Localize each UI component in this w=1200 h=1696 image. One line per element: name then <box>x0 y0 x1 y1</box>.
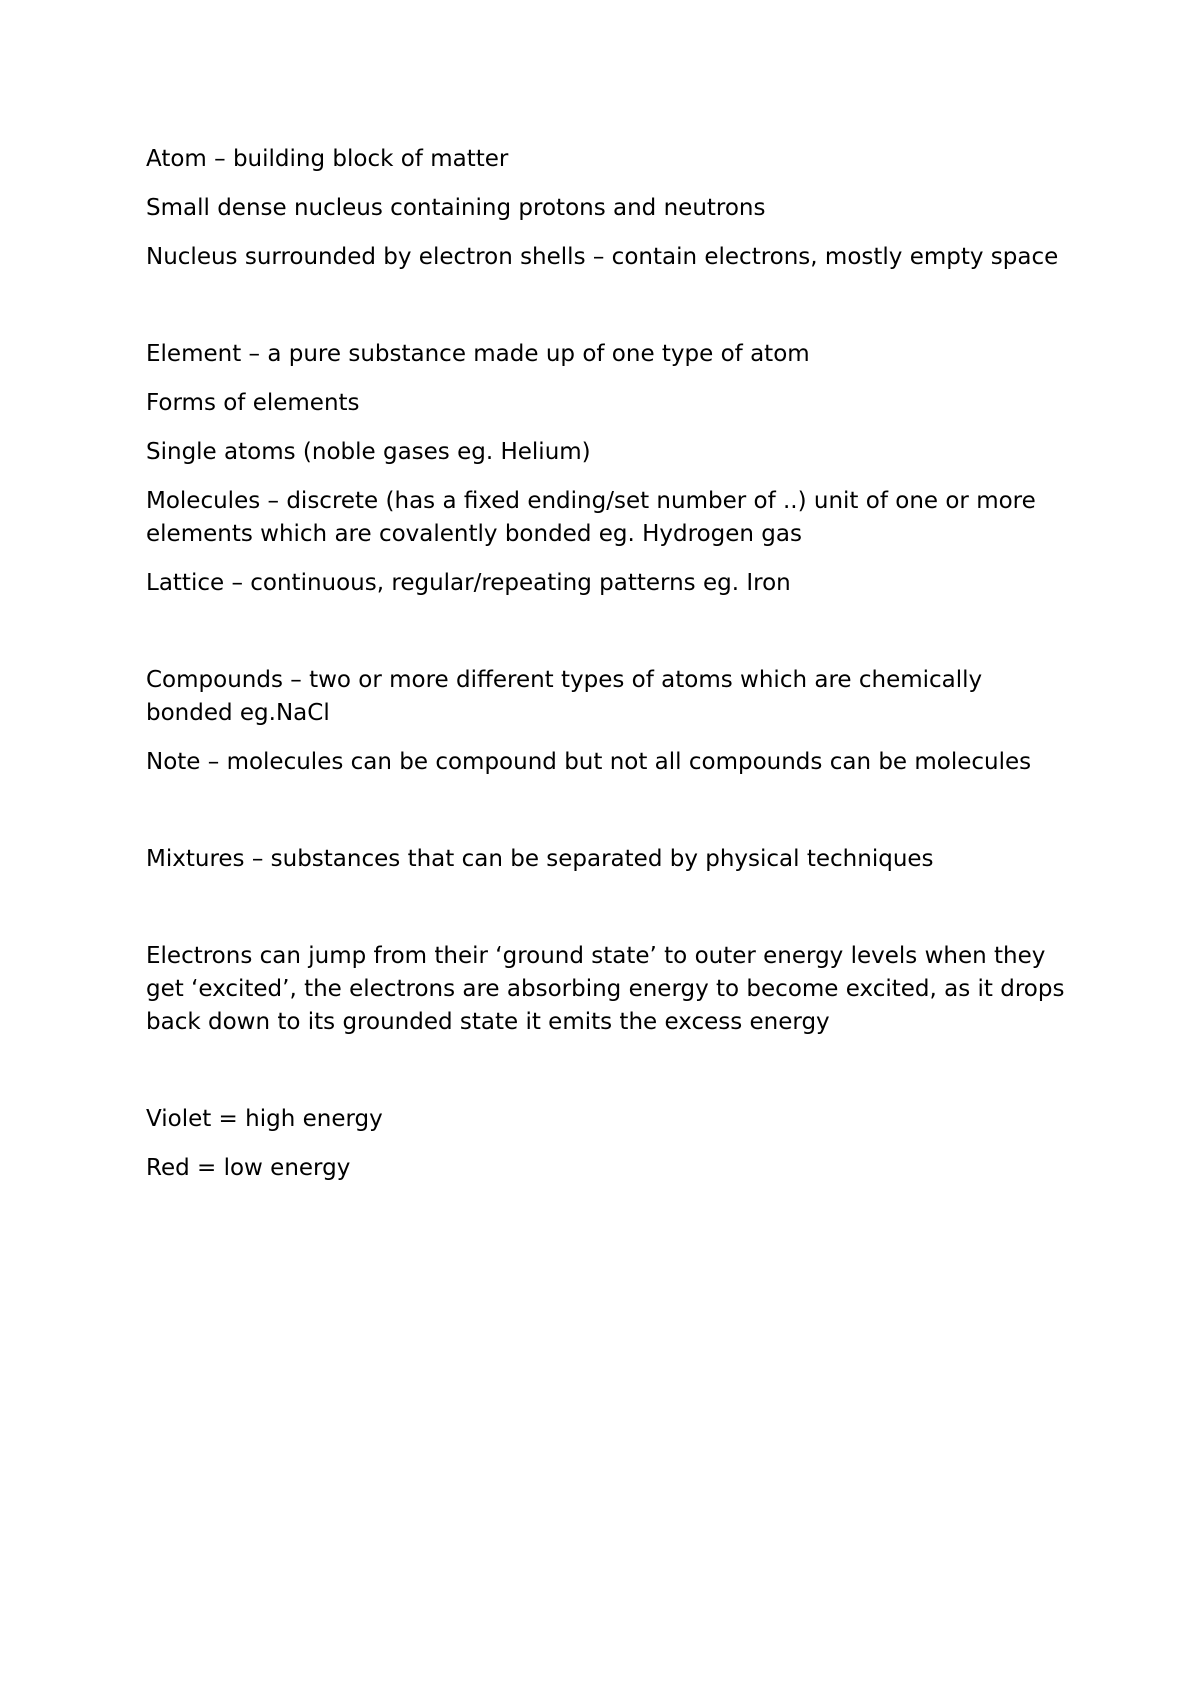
blank-line <box>146 290 1066 338</box>
paragraph-element: Element – a pure substance made up of one type of atom <box>146 341 810 367</box>
paragraph-single-atoms: Single atoms (noble gases eg. Helium) <box>146 439 591 465</box>
paragraph-red: Red = low energy <box>146 1155 351 1181</box>
paragraph-lattice: Lattice – continuous, regular/repeating patterns eg. Iron <box>146 570 791 596</box>
paragraph-electron-shells: Nucleus surrounded by electron shells – contain electrons, mostly empty space <box>146 244 1059 270</box>
paragraph-nucleus: Small dense nucleus containing protons and neutrons <box>146 195 766 221</box>
paragraph-atom: Atom – building block of matter <box>146 146 509 172</box>
blank-line <box>146 1055 1066 1103</box>
paragraph-compounds: Compounds – two or more different types of atoms which are chemically bonded eg.NaCl <box>146 667 983 726</box>
paragraph-note: Note – molecules can be compound but not all compounds can be molecules <box>146 749 1032 775</box>
paragraph-forms-of-elements: Forms of elements <box>146 390 360 416</box>
paragraph-mixtures: Mixtures – substances that can be separated by physical techniques <box>146 846 934 872</box>
paragraph-violet: Violet = high energy <box>146 1106 383 1132</box>
blank-line <box>146 795 1066 843</box>
blank-line <box>146 892 1066 940</box>
document-body <box>146 143 1066 1201</box>
paragraph-electrons: Electrons can jump from their ‘ground state’ to outer energy levels when they get ‘excited’, the electrons are absorbing energy to become excited, as it drops back down to its grounded state it emits the excess energy <box>146 943 1065 1035</box>
blank-line <box>146 616 1066 664</box>
paragraph-molecules: Molecules – discrete (has a fixed ending/set number of ..) unit of one or more elements which are covalently bonded eg. Hydrogen gas <box>146 488 1036 547</box>
